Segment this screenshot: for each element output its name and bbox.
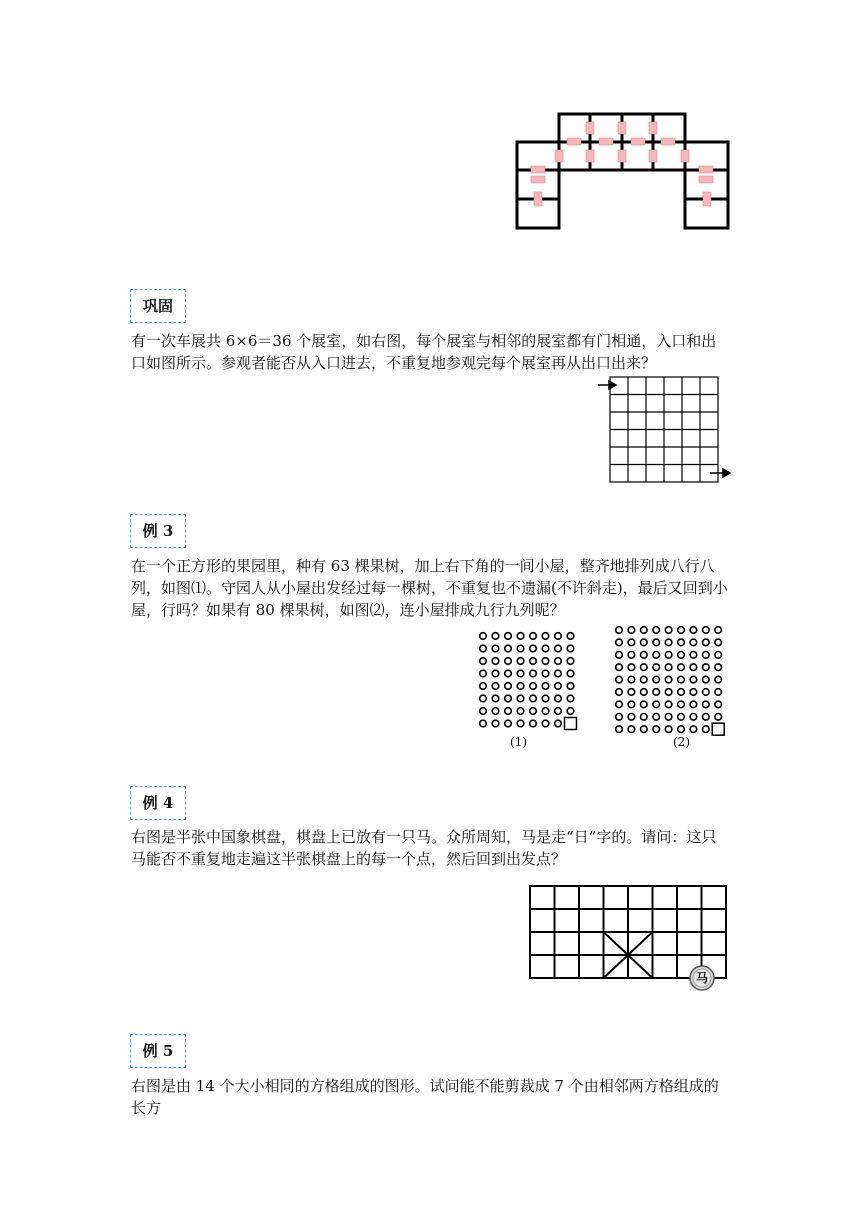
tree-icon	[517, 695, 524, 702]
tree-icon	[505, 695, 512, 702]
tree-icon	[480, 633, 487, 640]
exhibition-grid	[596, 376, 736, 486]
tree-icon	[628, 676, 635, 683]
tree-icon	[653, 676, 660, 683]
tree-icon	[665, 664, 672, 671]
tree-icon	[678, 676, 685, 683]
figure-caption-1: (1)	[510, 735, 527, 749]
tree-icon	[641, 652, 648, 659]
tree-icon	[492, 645, 499, 652]
tree-icon	[665, 627, 672, 634]
tree-icon	[628, 664, 635, 671]
horse-piece-label: 马	[695, 971, 708, 985]
tree-icon	[555, 695, 562, 702]
tree-icon	[567, 633, 574, 640]
tree-icon	[517, 720, 524, 727]
tree-icon	[653, 726, 660, 733]
tree-icon	[641, 726, 648, 733]
hut-icon	[565, 718, 577, 730]
tree-icon	[628, 627, 635, 634]
tree-icon	[703, 664, 710, 671]
tree-icon	[492, 695, 499, 702]
tree-icon	[703, 689, 710, 696]
tree-icon	[641, 639, 648, 646]
tree-icon	[690, 676, 697, 683]
entry-arrow-icon	[598, 381, 616, 389]
tree-icon	[567, 683, 574, 690]
tree-icon	[703, 639, 710, 646]
tree-icon	[653, 701, 660, 708]
tree-icon	[492, 658, 499, 665]
tree-icon	[715, 639, 722, 646]
tree-icon	[628, 714, 635, 721]
orchard-grid-8x8	[475, 628, 587, 730]
tree-icon	[480, 708, 487, 715]
tree-icon	[616, 714, 623, 721]
tree-icon	[480, 645, 487, 652]
tree-icon	[542, 670, 549, 677]
tree-icon	[555, 708, 562, 715]
tree-icon	[505, 708, 512, 715]
tree-icon	[703, 627, 710, 634]
tree-icon	[492, 683, 499, 690]
tree-icon	[480, 683, 487, 690]
tree-icon	[678, 652, 685, 659]
tree-icon	[715, 664, 722, 671]
tree-icon	[641, 701, 648, 708]
tree-icon	[715, 714, 722, 721]
tree-icon	[480, 658, 487, 665]
orchard-grid-9x9	[611, 622, 733, 734]
tree-icon	[492, 708, 499, 715]
hut-icon	[712, 723, 724, 735]
tree-icon	[517, 683, 524, 690]
exit-arrow-icon	[710, 469, 730, 477]
tree-icon	[480, 720, 487, 727]
tree-icon	[505, 720, 512, 727]
room-doors-diagram	[515, 112, 730, 232]
tree-icon	[530, 708, 537, 715]
tree-icon	[555, 658, 562, 665]
tree-icon	[628, 652, 635, 659]
tree-icon	[542, 695, 549, 702]
tree-icon	[665, 652, 672, 659]
tree-icon	[567, 670, 574, 677]
tree-icon	[715, 652, 722, 659]
tree-icon	[641, 689, 648, 696]
tree-icon	[505, 670, 512, 677]
tree-icon	[555, 670, 562, 677]
tree-icon	[715, 701, 722, 708]
tree-icon	[505, 658, 512, 665]
tree-icon	[678, 639, 685, 646]
tree-icon	[530, 658, 537, 665]
section-label-consolidate: 巩固	[130, 289, 186, 323]
tree-icon	[530, 633, 537, 640]
tree-icon	[641, 676, 648, 683]
tree-icon	[690, 714, 697, 721]
tree-icon	[505, 645, 512, 652]
tree-icon	[567, 645, 574, 652]
tree-icon	[555, 720, 562, 727]
tree-icon	[542, 633, 549, 640]
tree-icon	[690, 726, 697, 733]
tree-icon	[665, 726, 672, 733]
tree-icon	[480, 695, 487, 702]
tree-icon	[628, 726, 635, 733]
tree-icon	[715, 627, 722, 634]
tree-icon	[492, 633, 499, 640]
tree-icon	[715, 689, 722, 696]
tree-icon	[542, 708, 549, 715]
example4-text: 右图是半张中国象棋盘，棋盘上已放有一只马。众所周知，马是走“日”字的。请问：这只马能否不重复地走遍这半张棋盘上的每一个点，然后回到出发点？	[131, 828, 717, 868]
tree-icon	[678, 701, 685, 708]
tree-icon	[530, 695, 537, 702]
tree-icon	[665, 714, 672, 721]
tree-icon	[653, 639, 660, 646]
tree-icon	[665, 639, 672, 646]
tree-icon	[653, 664, 660, 671]
tree-icon	[542, 658, 549, 665]
tree-icon	[480, 670, 487, 677]
tree-icon	[641, 714, 648, 721]
tree-icon	[678, 714, 685, 721]
example5-text: 右图是由 14 个大小相同的方格组成的图形。试问能不能剪裁成 7 个由相邻两方格组成的长方	[131, 1077, 719, 1117]
tree-icon	[653, 714, 660, 721]
tree-icon	[505, 633, 512, 640]
tree-icon	[492, 670, 499, 677]
tree-icon	[665, 701, 672, 708]
tree-icon	[567, 658, 574, 665]
figure-caption-2: (2)	[673, 735, 690, 749]
tree-icon	[653, 689, 660, 696]
tree-icon	[641, 627, 648, 634]
tree-icon	[517, 645, 524, 652]
tree-icon	[678, 627, 685, 634]
tree-icon	[567, 695, 574, 702]
tree-icon	[530, 670, 537, 677]
tree-icon	[628, 701, 635, 708]
tree-icon	[653, 627, 660, 634]
tree-icon	[555, 633, 562, 640]
tree-icon	[678, 664, 685, 671]
tree-icon	[555, 645, 562, 652]
tree-icon	[690, 664, 697, 671]
tree-icon	[703, 652, 710, 659]
tree-icon	[641, 664, 648, 671]
tree-icon	[542, 683, 549, 690]
tree-icon	[492, 720, 499, 727]
tree-icon	[628, 689, 635, 696]
tree-icon	[567, 708, 574, 715]
tree-icon	[628, 639, 635, 646]
tree-icon	[665, 676, 672, 683]
tree-icon	[703, 726, 710, 733]
tree-icon	[715, 676, 722, 683]
tree-icon	[690, 689, 697, 696]
tree-icon	[555, 683, 562, 690]
tree-icon	[616, 664, 623, 671]
tree-icon	[678, 689, 685, 696]
example3-text: 在一个正方形的果园里，种有 63 棵果树，加上右下角的一间小屋，整齐地排列成八行八列，如图⑴。守园人从小屋出发经过每一棵树，不重复也不遗漏(不许斜走)，最后又回到小屋，行吗？如果有 80 棵果树，如图⑵，连小屋排成九行九列呢？	[131, 557, 728, 619]
tree-icon	[505, 683, 512, 690]
tree-icon	[530, 720, 537, 727]
tree-icon	[530, 645, 537, 652]
tree-icon	[517, 670, 524, 677]
tree-icon	[517, 633, 524, 640]
tree-icon	[616, 652, 623, 659]
tree-icon	[517, 658, 524, 665]
tree-icon	[616, 689, 623, 696]
tree-icon	[665, 689, 672, 696]
tree-icon	[690, 639, 697, 646]
section-label-example3: 例 3	[130, 514, 186, 548]
tree-icon	[653, 652, 660, 659]
tree-icon	[616, 627, 623, 634]
tree-icon	[517, 708, 524, 715]
tree-icon	[690, 701, 697, 708]
consolidate-text: 有一次车展共 6×6＝36 个展室，如右图，每个展室与相邻的展室都有门相通，入口和出口如图所示。参观者能否从入口进去，不重复地参观完每个展室再从出口出来？	[131, 332, 717, 372]
tree-icon	[616, 726, 623, 733]
tree-icon	[616, 639, 623, 646]
tree-icon	[690, 652, 697, 659]
section-label-example5: 例 5	[130, 1034, 186, 1068]
tree-icon	[690, 627, 697, 634]
tree-icon	[703, 714, 710, 721]
tree-icon	[530, 683, 537, 690]
tree-icon	[542, 645, 549, 652]
tree-icon	[616, 676, 623, 683]
tree-icon	[703, 701, 710, 708]
tree-icon	[703, 676, 710, 683]
tree-icon	[616, 701, 623, 708]
tree-icon	[542, 720, 549, 727]
section-label-example4: 例 4	[130, 786, 186, 820]
tree-icon	[678, 726, 685, 733]
